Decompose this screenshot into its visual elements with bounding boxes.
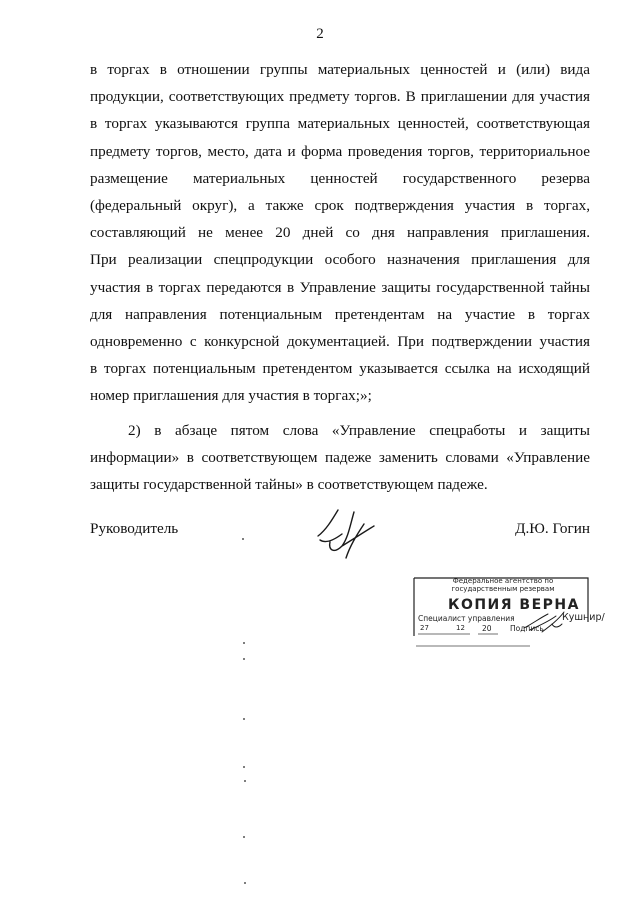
text-line: для направления потенциальным претендентам на участие в торгах: [90, 305, 590, 323]
scan-speck: [242, 538, 244, 540]
scan-speck: [243, 718, 245, 720]
text-line: номер приглашения для участия в торгах;»;: [90, 387, 372, 405]
text-line: в торгах указываются группа материальных ценностей, соответствующая: [90, 115, 590, 133]
stamp-date-year: 20: [482, 624, 492, 633]
text-line: продукции, соответствующих предмету торгов. В приглашении для участия: [90, 88, 590, 106]
stamp-signer-name: Кушнир/: [562, 612, 605, 623]
scan-speck: [243, 658, 245, 660]
stamp-title: КОПИЯ ВЕРНА: [448, 597, 580, 613]
stamp-organization: Федеральное агентство по государственным резервам: [451, 577, 555, 593]
text-line: (федеральный округ), а также срок подтверждения участия в торгах,: [90, 197, 590, 215]
scan-speck: [243, 766, 245, 768]
stamp-date-month: 12: [456, 624, 465, 632]
signatory-title: Руководитель: [90, 520, 179, 537]
stamp-signature-icon: [522, 610, 566, 634]
scan-speck: [244, 780, 246, 782]
document-body: [90, 56, 590, 498]
text-line: в торгах потенциальным претендентом указывается ссылка на исходящий: [90, 360, 590, 378]
text-line: составляющий не менее 20 дней со дня направления приглашения.: [90, 224, 590, 242]
stamp-date-day: 27: [420, 624, 429, 632]
text-line: защиты государственной тайны» в соответствующем падеже.: [90, 476, 488, 494]
text-line: 2) в абзаце пятом слова «Управление спецработы и защиты: [128, 421, 590, 439]
copy-certified-stamp: [412, 576, 605, 648]
text-line: одновременно с конкурсной документацией. При подтверждении участия: [90, 333, 590, 351]
text-line: участия в торгах передаются в Управление защиты государственной тайны: [90, 278, 590, 296]
text-line: информации» в соответствующем падеже заменить словами «Управление: [90, 448, 590, 466]
stamp-position: Специалист управления: [418, 614, 515, 623]
scan-speck: [244, 882, 246, 884]
stamp-sign-label: Подпись: [510, 624, 544, 633]
page-number: 2: [316, 26, 324, 42]
scan-speck: [243, 836, 245, 838]
text-line: размещение материальных ценностей государственного резерва: [90, 169, 590, 187]
signatory-name: Д.Ю. Гогин: [515, 520, 590, 537]
text-line: в торгах в отношении группы материальных ценностей и (или) вида: [90, 61, 590, 78]
signature-icon: [312, 506, 378, 562]
text-line: предмету торгов, место, дата и форма проведения торгов, территориальное: [90, 142, 590, 160]
text-line: При реализации спецпродукции особого назначения приглашения для: [90, 251, 590, 269]
scan-speck: [243, 642, 245, 644]
